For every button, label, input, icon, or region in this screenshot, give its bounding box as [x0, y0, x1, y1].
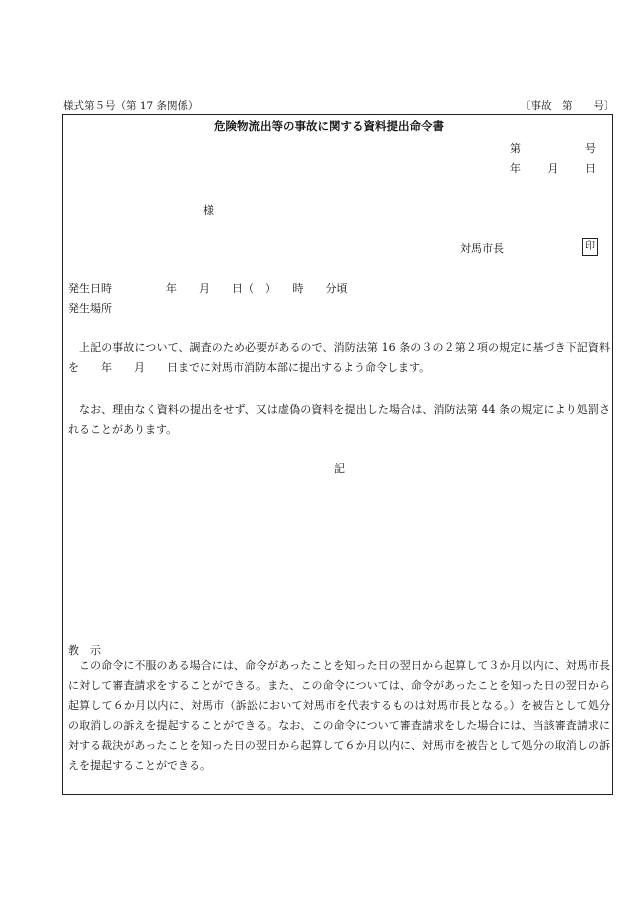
notice-body: この命令に不服のある場合には、命令があったことを知った日の翌日から起算して３か月以内に、対馬市長に対して審査請求をすることができる。また、この命令については、命令があったことを知った日の翌日から起算して６か月以内に、対馬市（訴訟において対馬市を代表するものは対馬市長となる。）を被告として処分の取消しの訴えを提起することができる。なお、この命令について審査請求をした場合には、当該審査請求に対する裁決があったことを知った日の翌日から起算して６か月以内に、対馬市を被告として処分の取消しの訴えを提起することができる。 [68, 659, 610, 772]
issuer-name: 対馬市長 [460, 242, 504, 255]
addressee-suffix: 様 [203, 204, 214, 217]
document-number: 第 号 [510, 142, 596, 155]
document-title: 危険物流出等の事故に関する資料提出命令書 [214, 119, 444, 133]
body-paragraph-2: なお、理由なく資料の提出をせず、又は虚偽の資料を提出した場合は、消防法第 44 条の規定により処罰されることがあります。 [68, 403, 610, 436]
form-number: 様式第５号（第 17 条関係） [63, 100, 199, 112]
seal-mark: 印 [582, 238, 598, 256]
occurrence-place-label: 発生場所 [68, 302, 112, 315]
occurrence-datetime-label: 発生日時 [68, 282, 112, 295]
document-date: 年 月 日 [510, 162, 596, 175]
record-heading: 記 [334, 462, 345, 475]
case-reference: 〔事故 第 号〕 [520, 100, 615, 112]
body-paragraph-1: 上記の事故について、調査のため必要があるので、消防法第 16 条の３の２第２項の規定に基づき下記資料を 年 月 日までに対馬市消防本部に提出するよう命令します。 [68, 341, 610, 374]
notice-heading: 教 示 [68, 644, 101, 657]
occurrence-datetime-fields: 年 月 日（ ） 時 分頃 [166, 282, 348, 295]
